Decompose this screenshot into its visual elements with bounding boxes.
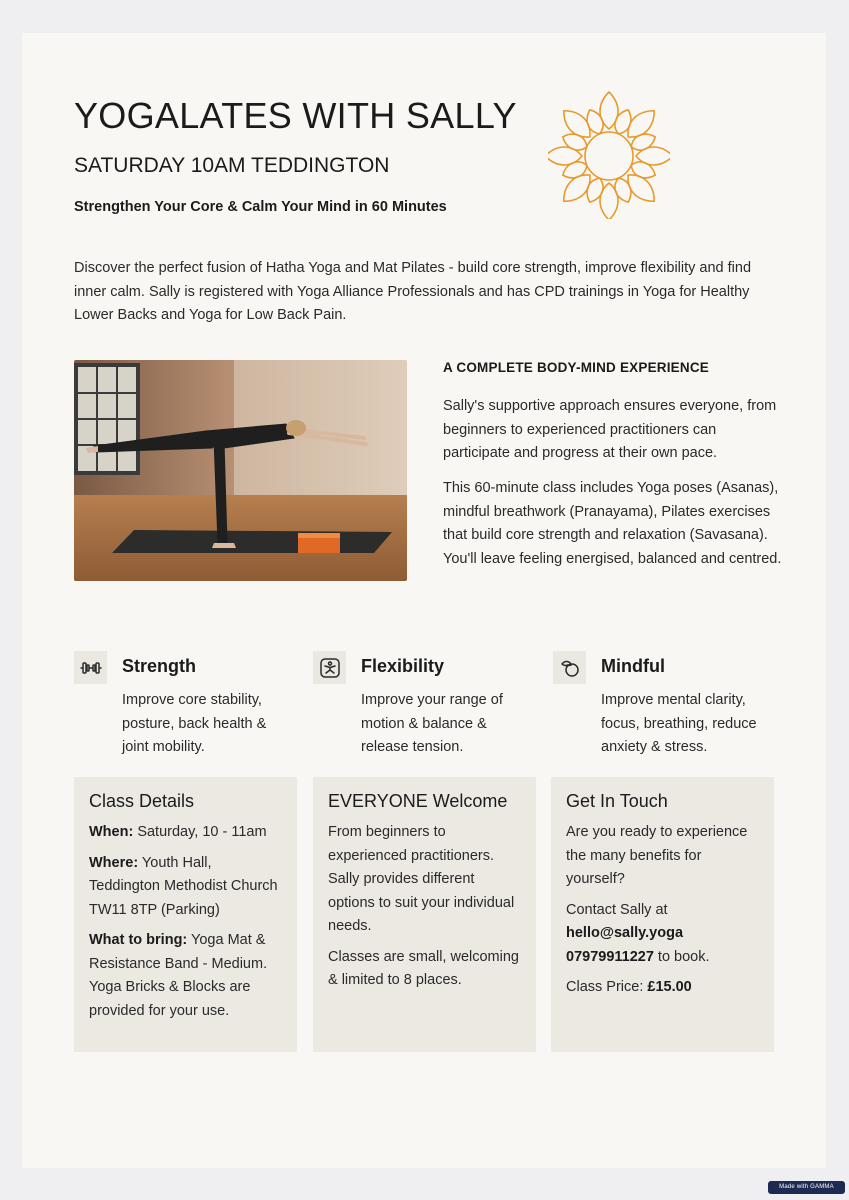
feature-strength bbox=[74, 651, 299, 761]
flyer-page bbox=[22, 33, 826, 1168]
lotus-flower-icon bbox=[548, 89, 670, 219]
contact-intro: Contact Sally at bbox=[566, 901, 668, 918]
dumbbell-icon bbox=[74, 651, 107, 684]
lotus-leaf-icon bbox=[553, 651, 586, 684]
intro-paragraph: Discover the perfect fusion of Hatha Yoga and Mat Pilates - build core strength, improve flexibility and find inner calm. Sally is registered with Yoga Alliance Professionals and has CPD trainings in Yoga for Healthy Lower Backs and Yoga for Low Back Pain. bbox=[74, 260, 752, 323]
when-value: Saturday, 10 - 11am bbox=[133, 824, 267, 840]
made-with-gamma-badge[interactable]: Made with GAMMA bbox=[768, 1181, 845, 1194]
experience-paragraph-1: Sally's supportive approach ensures everyone, from beginners to experienced practitioners can participate and progress at their own pace. bbox=[443, 398, 777, 461]
feature-title: Flexibility bbox=[361, 656, 445, 676]
contact-phone[interactable]: 07979911227 bbox=[566, 948, 654, 965]
feature-description: Improve core stability, posture, back health & joint mobility. bbox=[122, 692, 267, 755]
feature-mindful bbox=[553, 651, 778, 761]
experience-paragraph-2: This 60-minute class includes Yoga poses (Asanas), mindful breathwork (Pranayama), Pilates exercises that build core strength and relaxation (Savasana). You'll leave feeling energised, balanced and centred. bbox=[443, 480, 782, 567]
tagline: Strengthen Your Core & Calm Your Mind in 60 Minutes bbox=[74, 199, 447, 215]
welcome-paragraph-1: From beginners to experienced practitioners. Sally provides different options to suit your individual needs. bbox=[328, 824, 515, 934]
where-label: Where: bbox=[89, 854, 139, 871]
class-details-card bbox=[74, 777, 297, 1052]
feature-title: Mindful bbox=[601, 656, 665, 676]
welcome-card bbox=[313, 777, 536, 1052]
page-title: YOGALATES WITH SALLY bbox=[74, 95, 517, 136]
feature-description: Improve mental clarity, focus, breathing, reduce anxiety & stress. bbox=[601, 692, 757, 755]
price-label: Class Price: bbox=[566, 979, 648, 995]
contact-line bbox=[566, 899, 760, 970]
contact-email[interactable]: hello@sally.yoga bbox=[566, 925, 684, 941]
experience-heading: A COMPLETE BODY-MIND EXPERIENCE bbox=[443, 360, 709, 375]
yoga-figure-icon bbox=[313, 651, 346, 684]
feature-title: Strength bbox=[122, 656, 196, 676]
where-value: Youth Hall, Teddington Methodist Church TW11 8TP (Parking) bbox=[89, 854, 278, 918]
card-title: EVERYONE Welcome bbox=[328, 791, 508, 811]
card-title: Class Details bbox=[89, 791, 195, 811]
price-line bbox=[566, 976, 760, 1000]
contact-suffix: to book. bbox=[653, 948, 710, 965]
bring-line bbox=[89, 929, 283, 1023]
when-line bbox=[89, 821, 283, 845]
yoga-pose-photo bbox=[74, 360, 407, 581]
card-title: Get In Touch bbox=[566, 791, 668, 811]
welcome-paragraph-2: Classes are small, welcoming & limited to 8 places. bbox=[328, 948, 519, 988]
page-subtitle: SATURDAY 10AM TEDDINGTON bbox=[74, 154, 390, 177]
where-line bbox=[89, 852, 283, 923]
contact-paragraph-1: Are you ready to experience the many benefits for yourself? bbox=[566, 824, 748, 887]
bring-value: Yoga Mat & Resistance Band - Medium. Yoga Bricks & Blocks are provided for your use. bbox=[89, 932, 268, 1019]
feature-flexibility bbox=[313, 651, 538, 761]
price-value: £15.00 bbox=[647, 979, 692, 995]
when-label: When: bbox=[89, 824, 134, 840]
feature-description: Improve your range of motion & balance & release tension. bbox=[361, 692, 503, 755]
bring-label: What to bring: bbox=[89, 932, 188, 948]
contact-card bbox=[551, 777, 774, 1052]
